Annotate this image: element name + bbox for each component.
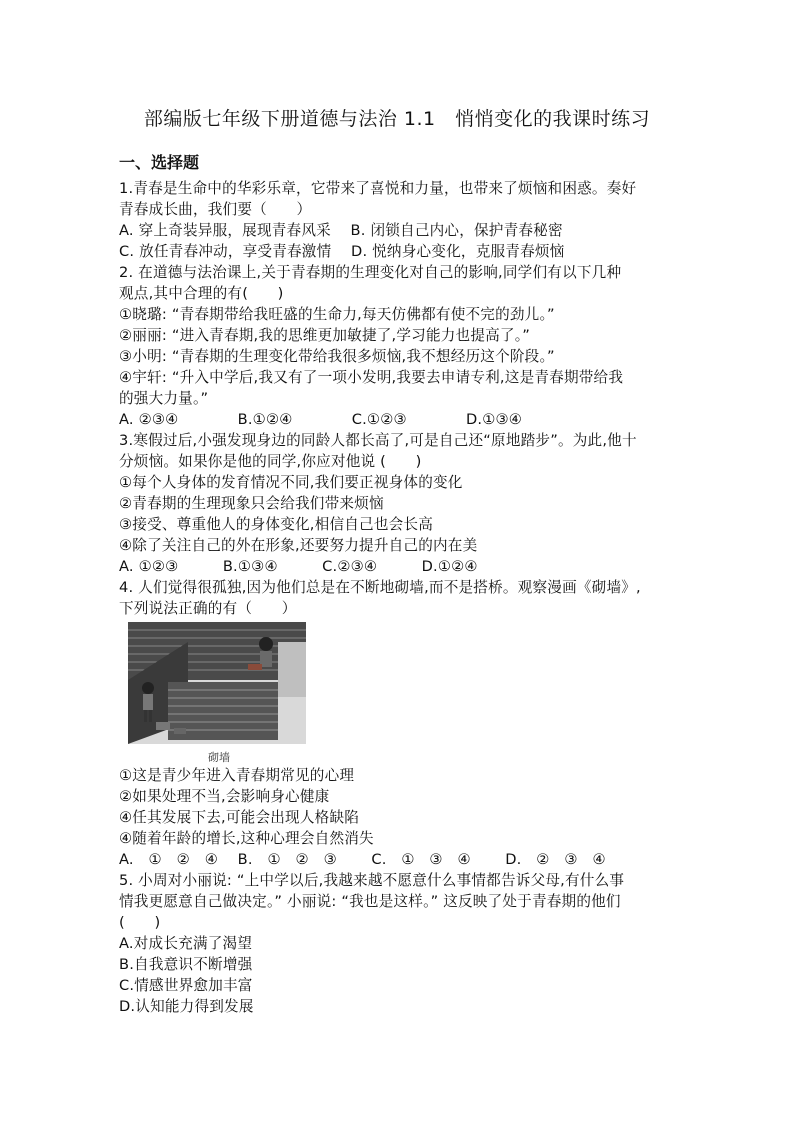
question-4-statement-3: ④任其发展下去,可能会出现人格缺陷 <box>119 809 360 826</box>
question-5-option-c: C.情感世界愈加丰富 <box>119 977 253 994</box>
question-3-statement-3: ③接受、尊重他人的身体变化,相信自己也会长高 <box>119 516 433 533</box>
question-3-statement-2: ②青春期的生理现象只会给我们带来烦恼 <box>119 495 384 512</box>
section-heading: 一、选择题 <box>119 153 200 172</box>
question-4-statement-4: ④随着年龄的增长,这种心理会自然消失 <box>119 830 374 847</box>
question-4-line-2: 下列说法正确的有（ ） <box>119 600 297 617</box>
question-1-line-2: 青春成长曲，我们要（ ） <box>119 201 312 218</box>
question-3-statement-1: ①每个人身体的发育情况不同,我们要正视身体的变化 <box>119 474 463 491</box>
brick-wall-cartoon <box>128 622 306 744</box>
question-2-line-2: 观点,其中合理的有( ) <box>119 285 284 302</box>
question-2-statement-3: ③小明: “青春期的生理变化带给我很多烦恼,我不想经历这个阶段。” <box>119 348 555 365</box>
question-3-statement-4: ④除了关注自己的外在形象,还要努力提升自己的内在美 <box>119 537 478 554</box>
question-4-statement-2: ②如果处理不当,会影响身心健康 <box>119 788 330 805</box>
image-caption: 砌墙 <box>208 751 230 764</box>
question-5-option-d: D.认知能力得到发展 <box>119 998 254 1015</box>
question-2-options: A. ②③④ B.①②④ C.①②③ D.①③④ <box>119 411 523 428</box>
question-3-line-2: 分烦恼。如果你是他的同学,你应对他说 ( ) <box>119 453 422 470</box>
question-4-statement-1: ①这是青少年进入青春期常见的心理 <box>119 767 355 784</box>
question-2-statement-2: ②丽丽: “进入青春期,我的思维更加敏捷了,学习能力也提高了。” <box>119 327 530 344</box>
question-5-line-2: 情我更愿意自己做决定。” 小丽说: “我也是这样。” 这反映了处于青春期的他们 <box>119 893 621 910</box>
question-5-line-3: ( ) <box>119 914 161 931</box>
question-1-options-cd: C. 放任青春冲动，享受青春激情 D. 悦纳身心变化，克服青春烦恼 <box>119 243 565 260</box>
question-5-option-a: A.对成长充满了渴望 <box>119 935 253 952</box>
question-3-options: A. ①②③ B.①③④ C.②③④ D.①②④ <box>119 558 478 575</box>
question-5-line-1: 5. 小周对小丽说: “上中学以后,我越来越不愿意什么事情都告诉父母,有什么事 <box>119 872 625 889</box>
question-5-option-b: B.自我意识不断增强 <box>119 956 253 973</box>
question-1-line-1: 1.青春是生命中的华彩乐章，它带来了喜悦和力量，也带来了烦恼和困惑。奏好 <box>119 180 637 197</box>
question-4-options: A. ① ② ④ B. ① ② ③ C. ① ③ ④ D. ② ③ ④ <box>119 851 606 868</box>
page-title: 部编版七年级下册道德与法治 1.1 悄悄变化的我课时练习 <box>143 108 651 130</box>
question-2-line-1: 2. 在道德与法治课上,关于青春期的生理变化对自己的影响,同学们有以下几种 <box>119 264 622 281</box>
question-2-statement-1: ①晓璐: “青春期带给我旺盛的生命力,每天仿佛都有使不完的劲儿。” <box>119 306 555 323</box>
question-2-statement-4: ④宇轩: “升入中学后,我又有了一项小发明,我要去申请专利,这是青春期带给我 <box>119 369 624 386</box>
question-4-line-1: 4. 人们觉得很孤独,因为他们总是在不断地砌墙,而不是搭桥。观察漫画《砌墙》, <box>119 579 641 596</box>
question-1-options-ab: A. 穿上奇装异服，展现青春风采 B. 闭锁自己内心，保护青春秘密 <box>119 222 563 239</box>
question-3-line-1: 3.寒假过后,小强发现身边的同龄人都长高了,可是自己还“原地踏步”。为此,他十 <box>119 432 637 449</box>
question-2-statement-4-cont: 的强大力量。” <box>119 390 209 407</box>
